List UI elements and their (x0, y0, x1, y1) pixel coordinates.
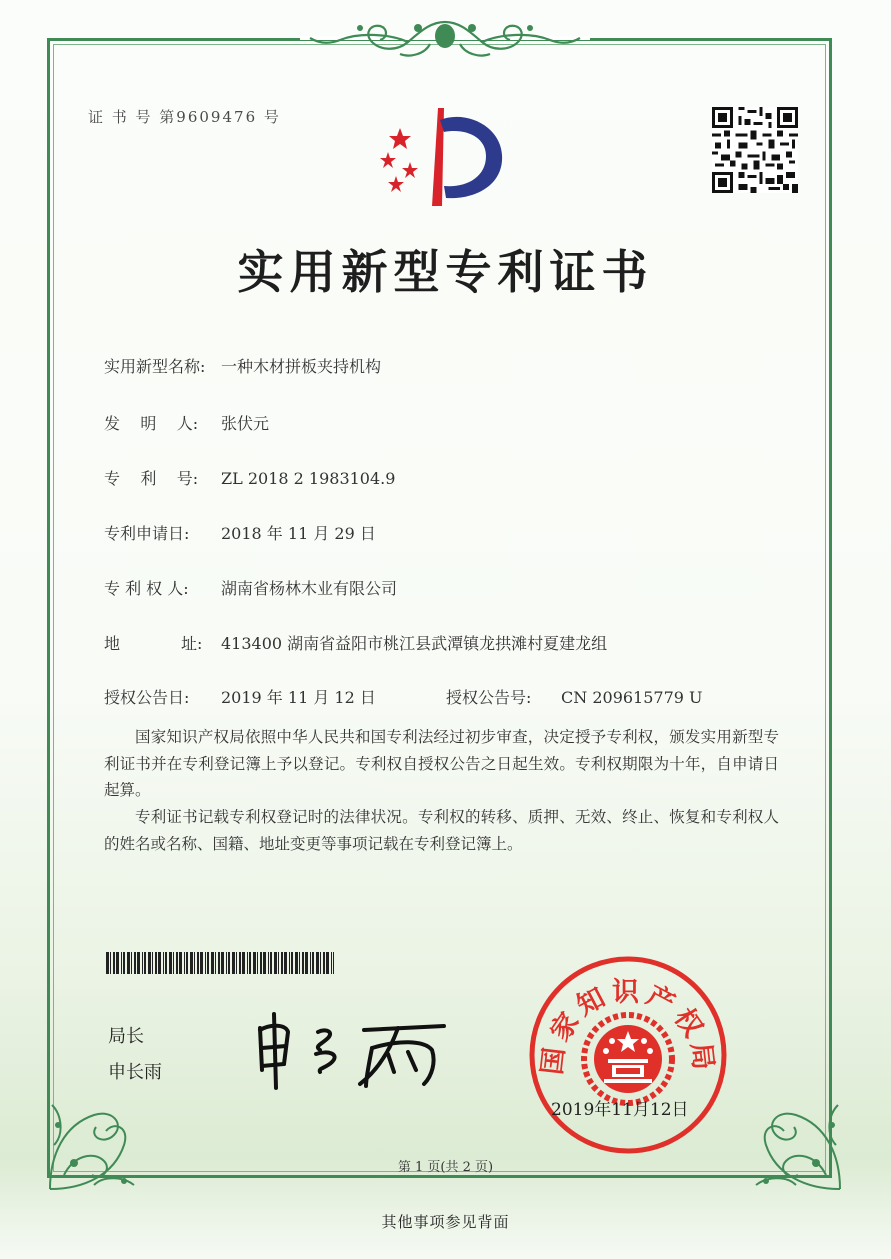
barcode-bar (326, 952, 329, 974)
field-label: 专 利 权 人: (104, 579, 189, 598)
field-address (104, 631, 607, 654)
legal-status-statement (104, 804, 779, 857)
barcode-bar (232, 952, 235, 974)
barcode-bar (207, 952, 209, 974)
bottom-left-ornament (44, 1085, 154, 1195)
barcode-bar (221, 952, 224, 974)
barcode-bar (239, 952, 241, 974)
field-label: 发 明 人: (104, 414, 199, 433)
field-value: 2018 年 11 月 29 日 (221, 524, 376, 543)
barcode-bar (137, 952, 140, 974)
barcode (106, 952, 334, 974)
barcode-bar (289, 952, 290, 974)
barcode-bar (316, 952, 319, 974)
barcode-bar (295, 952, 298, 974)
barcode-bar (299, 952, 300, 974)
barcode-bar (144, 952, 146, 974)
barcode-bar (121, 952, 122, 974)
barcode-bar (247, 952, 248, 974)
field-publication-date (104, 685, 376, 708)
field-patent-number (104, 466, 395, 489)
field-value: ZL 2018 2 1983104.9 (221, 469, 396, 488)
barcode-bar (110, 952, 111, 974)
field-value: 2019 年 11 月 12 日 (221, 688, 376, 707)
field-value: 413400 湖南省益阳市桃江县武潭镇龙拱滩村夏建龙组 (221, 634, 608, 653)
official-seal (528, 955, 728, 1155)
certificate-number: 证 书 号 第9609476 号 (88, 108, 281, 126)
footer-note: 其他事项参见背面 (381, 1213, 510, 1231)
field-label: 专 利 号: (104, 469, 199, 488)
barcode-bar (152, 952, 153, 974)
barcode-bar (186, 952, 188, 974)
field-label: 实用新型名称: (104, 357, 206, 376)
barcode-bar (190, 952, 193, 974)
barcode-bar (194, 952, 195, 974)
barcode-bar (176, 952, 178, 974)
barcode-bar (257, 952, 258, 974)
field-value: 湖南省杨林木业有限公司 (221, 579, 398, 598)
barcode-bar (173, 952, 174, 974)
barcode-bar (236, 952, 237, 974)
barcode-bar (134, 952, 136, 974)
barcode-bar (284, 952, 287, 974)
certificate-title: 实用新型专利证书 (237, 245, 654, 299)
grant-statement (104, 724, 779, 804)
barcode-bar (268, 952, 269, 974)
cnipa-emblem-icon (370, 100, 520, 210)
seal-arc-text: 国家知识产权局 (536, 977, 720, 1077)
barcode-bar (260, 952, 262, 974)
field-value: 张伏元 (221, 414, 270, 433)
barcode-bar (215, 952, 216, 974)
barcode-bar (163, 952, 164, 974)
field-inventor (104, 411, 269, 434)
barcode-bar (179, 952, 182, 974)
barcode-bar (218, 952, 220, 974)
field-utility-model-name (104, 354, 381, 377)
director-title: 局长 (108, 1026, 144, 1047)
national-emblem-icon (584, 1015, 672, 1103)
barcode-bar (302, 952, 304, 974)
top-ornament (300, 14, 590, 62)
page-number: 第 1 页(共 2 页) (397, 1160, 494, 1175)
barcode-bar (131, 952, 132, 974)
barcode-bar (263, 952, 266, 974)
barcode-bar (242, 952, 245, 974)
barcode-bar (184, 952, 185, 974)
field-label: 授权公告号: (446, 688, 532, 707)
barcode-bar (169, 952, 172, 974)
barcode-bar (148, 952, 151, 974)
barcode-bar (305, 952, 308, 974)
barcode-bar (249, 952, 251, 974)
barcode-bar (281, 952, 283, 974)
director-name: 申长雨 (108, 1062, 162, 1083)
barcode-bar (312, 952, 314, 974)
director-signature (248, 1010, 448, 1090)
barcode-bar (274, 952, 277, 974)
barcode-bar (310, 952, 311, 974)
barcode-bar (278, 952, 279, 974)
barcode-bar (106, 952, 109, 974)
barcode-bar (197, 952, 199, 974)
barcode-bar (323, 952, 325, 974)
barcode-bar (205, 952, 206, 974)
field-value: CN 209615779 U (561, 688, 703, 707)
barcode-bar (123, 952, 125, 974)
barcode-bar (228, 952, 230, 974)
bottom-right-ornament (736, 1085, 846, 1195)
seal-date: 2019年11月12日 (551, 1100, 689, 1120)
field-label: 专利申请日: (104, 524, 190, 543)
barcode-bar (333, 952, 334, 974)
barcode-bar (253, 952, 256, 974)
paragraph: 专利证书记载专利权登记时的法律状况。专利权的转移、质押、无效、终止、恢复和专利权人的姓名或名称、国籍、地址变更等事项记载在专利登记簿上。 (104, 808, 779, 853)
barcode-bar (200, 952, 203, 974)
barcode-bar (165, 952, 167, 974)
barcode-bar (127, 952, 130, 974)
paragraph: 国家知识产权局依照中华人民共和国专利法经过初步审查，决定授予专利权，颁发实用新型专利证书并在专利登记簿上予以登记。专利权自授权公告之日起生效。专利权期限为十年，自申请日起算。 (104, 728, 779, 799)
barcode-bar (116, 952, 119, 974)
field-value: 一种木材拼板夹持机构 (221, 357, 382, 376)
barcode-bar (113, 952, 115, 974)
barcode-bar (331, 952, 332, 974)
barcode-bar (320, 952, 321, 974)
qr-code-icon (712, 107, 798, 193)
field-label: 授权公告日: (104, 688, 190, 707)
barcode-bar (226, 952, 227, 974)
barcode-bar (155, 952, 157, 974)
field-publication-number (446, 685, 703, 708)
barcode-bar (142, 952, 143, 974)
barcode-bar (291, 952, 293, 974)
field-label: 地 址: (104, 634, 203, 653)
barcode-bar (270, 952, 272, 974)
barcode-bar (158, 952, 161, 974)
field-patent-holder (104, 576, 397, 599)
field-application-date (104, 521, 376, 544)
barcode-bar (211, 952, 214, 974)
